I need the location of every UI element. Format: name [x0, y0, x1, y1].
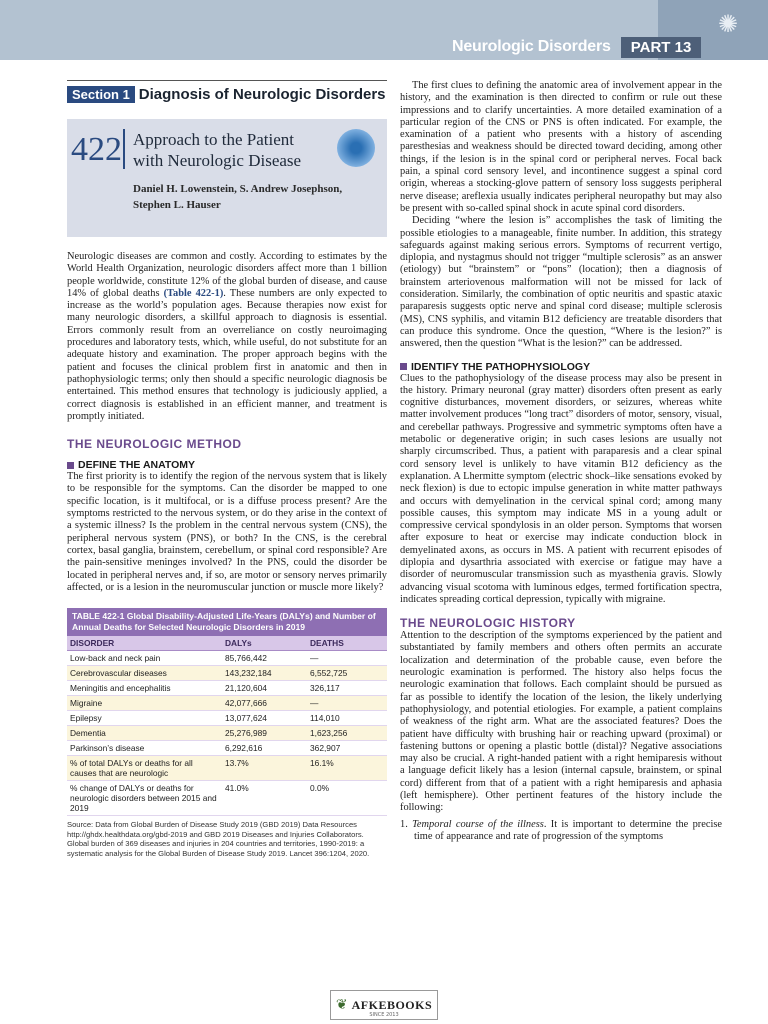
table-reference-link[interactable]: (Table 422-1) — [163, 287, 224, 299]
running-head — [452, 36, 701, 58]
cell-disorder: Migraine — [67, 696, 222, 711]
table-row — [67, 711, 387, 726]
cell-deaths: 0.0% — [307, 781, 387, 816]
list-item — [400, 819, 722, 844]
section-heading — [67, 80, 387, 105]
nerve-cell-icon: ✺ — [717, 10, 738, 38]
part-badge: PART 13 — [621, 37, 702, 58]
right-column — [400, 80, 722, 843]
chapter-title: Approach to the Patient with Neurologic Disease — [133, 130, 302, 170]
cell-deaths: — — [307, 651, 387, 666]
chapter-authors: Daniel H. Lowenstein, S. Andrew Josephson, Stephen L. Hauser — [133, 183, 343, 211]
list-item-text: . It is important to determine the precise time of appearance and rate of progression of the symptoms — [414, 818, 722, 842]
localization-paragraph: The first clues to defining the anatomic area of involvement appear in the history, and the examination is then directed to confirm or rule out these impressions and to clarify uncertainties. A more detailed examination of a particular region of the CNS or PNS is often indicated. For example, the examination of a patient who presents with a history of ascending paresthesias and weakness should be directed toward deciding, among other things, if the lesion is in the spinal cord or peripheral nerves. Focal back pain, a spinal cord sensory level, and incontinence suggest a spinal cord origin, whereas a stocking-glove pattern of sensory loss suggests peripheral nerve disease; areflexia usually indicates peripheral neuropathy but may also be present with so-called spinal shock in acute spinal cord disorders. — [400, 80, 722, 214]
header-band — [0, 0, 768, 60]
cell-deaths: 114,010 — [307, 711, 387, 726]
cell-deaths: 16.1% — [307, 756, 387, 781]
history-heading: THE NEUROLOGIC HISTORY — [400, 616, 576, 631]
cell-disorder: Epilepsy — [67, 711, 222, 726]
cell-deaths: 6,552,725 — [307, 666, 387, 681]
list-number: 1. — [400, 818, 408, 830]
table-row — [67, 741, 387, 756]
pathophysiology-heading — [400, 361, 722, 373]
intro-paragraph — [67, 251, 387, 423]
cell-dalys: 21,120,604 — [222, 681, 307, 696]
section-title: Diagnosis of Neurologic Disorders — [138, 86, 386, 103]
col-header-disorder: DISORDER — [67, 636, 222, 651]
cell-disorder: Dementia — [67, 726, 222, 741]
cell-deaths: 1,623,256 — [307, 726, 387, 741]
cell-dalys: 25,276,989 — [222, 726, 307, 741]
left-column — [67, 80, 387, 858]
cell-disorder: % change of DALYs or deaths for neurologic disorders between 2015 and 2019 — [67, 781, 222, 816]
running-title: Neurologic Disorders — [452, 38, 611, 55]
cell-disorder: Parkinson’s disease — [67, 741, 222, 756]
lesion-paragraph: Deciding “where the lesion is” accomplishes the task of limiting the possible etiologies to a manageable, finite number. In addition, this strategy safeguards against making serious errors. Symptoms of recurrent vertigo, diplopia, and nystagmus should not trigger “multiple sclerosis” as an answer (etiology) but “brainstem” or “pons” (location); then a diagnosis of brainstem arteriovenous malformation will not be missed for lack of consideration. Similarly, the combination of optic neuritis and spastic ataxic paraparesis suggests optic nerve and spinal cord disease; multiple sclerosis (MS), CNS syphilis, and vitamin B12 deficiency are treatable disorders that can produce this syndrome. Once the question, “Where is the lesion?” is answered, then the question “What is the lesion?” can be addressed. — [400, 215, 722, 350]
anatomy-heading — [67, 459, 387, 471]
cell-dalys: 85,766,442 — [222, 651, 307, 666]
chapter-number: 422 — [71, 131, 122, 168]
table-row — [67, 781, 387, 816]
anatomy-heading-text: DEFINE THE ANATOMY — [78, 459, 196, 472]
cell-dalys: 41.0% — [222, 781, 307, 816]
cell-disorder: Low-back and neck pain — [67, 651, 222, 666]
col-header-deaths: DEATHS — [307, 636, 387, 651]
pathophysiology-heading-text: IDENTIFY THE PATHOPHYSIOLOGY — [411, 360, 591, 373]
cell-deaths: — — [307, 696, 387, 711]
cell-dalys: 6,292,616 — [222, 741, 307, 756]
cell-disorder: Cerebrovascular diseases — [67, 666, 222, 681]
chapter-divider — [123, 129, 125, 169]
history-paragraph: Attention to the description of the symptoms experienced by the patient and substantiated by family members and others often permits an accurate localization and determination of the probable cause, even before the neurologic examination is performed. The history also helps focus the neurologic examination that follows. Each complaint should be pursued as far as possible to identify the location of the lesion, the likely underlying pathophysiology, and potential etiologies. For example, a patient complains of weakness of the right arm. What are the associated features? Does the patient have difficulty with brushing hair or reaching upward (proximal) or fastening buttons or opening a plastic bottle (distal)? Negative associations may also be crucial. A right-handed patient with a right hemiparesis without a language deficit likely has a lesion (internal capsule, brainstem, or spinal cord) different from that of a patient with a right hemiparesis and aphasia (left hemisphere). Other pertinent features of the history include the following: — [400, 630, 722, 814]
leaf-icon: ❦ — [335, 997, 348, 1013]
col-header-dalys: DALYs — [222, 636, 307, 651]
intro-text-a: Neurologic diseases are common and costly. According to estimates by the World Health Organization, neurologic disorders affect more than 1 billion people worldwide, constitute 12% of the global burden of disease, and cause 14% of global deaths — [67, 251, 387, 299]
neuron-emblem-icon — [337, 129, 375, 167]
table-row — [67, 651, 387, 666]
table-row — [67, 681, 387, 696]
table-row — [67, 666, 387, 681]
cell-deaths: 326,117 — [307, 681, 387, 696]
cell-dalys: 13.7% — [222, 756, 307, 781]
cell-deaths: 362,907 — [307, 741, 387, 756]
logo-since: SINCE 2013 — [369, 1012, 399, 1018]
cell-dalys: 13,077,624 — [222, 711, 307, 726]
anatomy-paragraph: The first priority is to identify the region of the nervous system that is likely to be responsible for the symptoms. Can the disorder be mapped to one specific location, is it multifocal, or is a diffuse process present? Are the symptoms restricted to the nervous system, or do they arise in the context of a systemic illness? Is the problem in the central nervous system (CNS), the peripheral nervous system (PNS), or both? In the CNS, is the cerebral cortex, basal ganglia, brainstem, cerebellum, or spinal cord responsible? Are the pain-sensitive meninges involved? In the PNS, could the disorder be located in peripheral nerves and, if so, are motor or sensory nerves primarily affected, or is a lesion in the neuromuscular junction or muscle more likely? — [67, 471, 387, 593]
pathophysiology-paragraph: Clues to the pathophysiology of the disease process may also be present in the history. Primary neuronal (gray matter) disorders often present as early cognitive disturbances, movement disorders, or seizures, whereas white matter involvement produces “long tract” disorders of motor, sensory, visual, and cerebellar pathways. Progressive and symmetric symptoms often have a metabolic or degenerative origin; in such cases lesions are usually not sharply circumscribed. Thus, a patient with paraparesis and a clear spinal cord sensory level is unlikely to have vitamin B12 deficiency as the explanation. A Lhermitte symptom (electric shock–like sensations evoked by neck flexion) is due to ectopic impulse generation in white matter pathways and occurs with demyelination in the cervical spinal cord; among many possible causes, this symptom may indicate MS in a young adult or compressive cervical spondylosis in an older person. Symptoms that worsen after exposure to heat or exercise may indicate conduction block in demyelinated axons, as occurs in MS. A patient with recurrent episodes of diplopia and dysarthria associated with exercise or fatigue may have a disorder of neuromuscular transmission such as myasthenia gravis. Slowly advancing visual scotoma with luminous edges, termed fortification spectra, indicates spreading cortical depression, typically with migraine. — [400, 372, 722, 605]
method-heading: THE NEUROLOGIC METHOD — [67, 437, 242, 452]
list-item-title: Temporal course of the illness — [412, 818, 544, 830]
data-table — [67, 636, 387, 816]
table-caption: TABLE 422-1 Global Disability-Adjusted Life-Years (DALYs) and Number of Annual Deaths for Selected Neurologic Disorders in 2019 — [67, 608, 387, 636]
cell-dalys: 42,077,666 — [222, 696, 307, 711]
dalys-table — [67, 608, 387, 858]
table-row — [67, 696, 387, 711]
section-tag: Section 1 — [67, 86, 135, 103]
intro-text-b: . These numbers are only expected to increase as the world’s population ages. Because therapies now exist for many neurologic disorders, a skillful approach to diagnosis is essential. Errors commonly result from an overreliance on costly neuroimaging procedures and laboratory tests, which, while useful, do not substitute for an adequate history and examination. The proper approach begins with the patient and focuses the clinical problem first in anatomic and then in pathophysiologic terms; only then should a specific neurologic diagnosis be entertained. This method ensures that technology is judiciously applied, a correct diagnosis is established in an efficient manner, and treatment is promptly initiated. — [67, 287, 387, 422]
logo-brand: AFKEBOOKS — [351, 997, 433, 1012]
square-bullet-icon — [400, 363, 407, 370]
publisher-logo — [330, 990, 438, 1020]
cell-dalys: 143,232,184 — [222, 666, 307, 681]
cell-disorder: % of total DALYs or deaths for all causes that are neurologic — [67, 756, 222, 781]
table-source: Source: Data from Global Burden of Disease Study 2019 (GBD 2019) Data Resources http://ghdx.healthdata.org/gbd-2019 and GBD 2019 Diseases and Injuries Collaborators. Global burden of 369 diseases and injuries in 204 countries and territories, 1990-2019: a systematic analysis for the Global Burden of Disease Study 2019. Lancet 396:1204, 2020. — [67, 820, 370, 858]
table-row — [67, 726, 387, 741]
square-bullet-icon — [67, 462, 74, 469]
chapter-header — [67, 119, 387, 237]
cell-disorder: Meningitis and encephalitis — [67, 681, 222, 696]
table-row — [67, 756, 387, 781]
